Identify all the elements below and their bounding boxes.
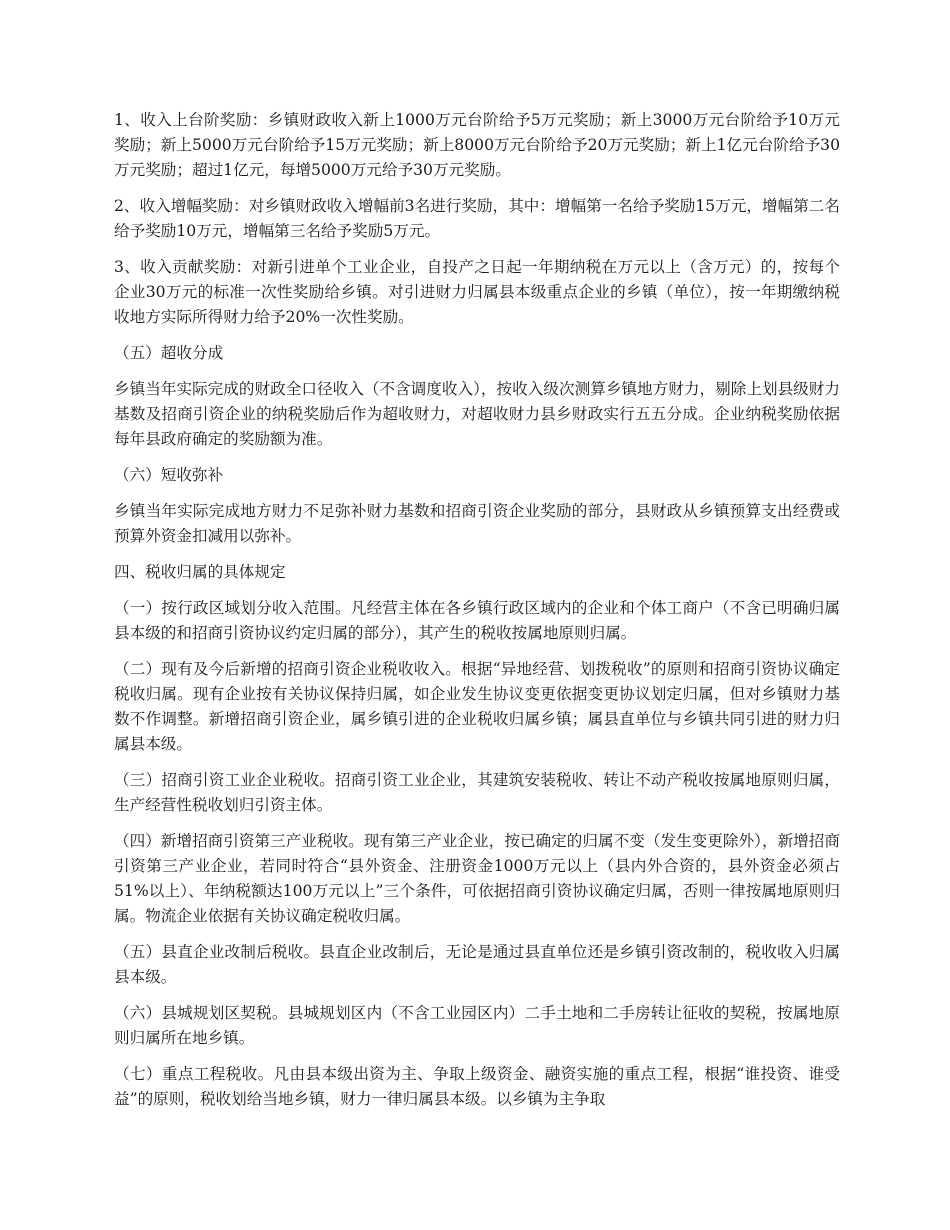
paragraph-rule-administrative-region: （一）按行政区域划分收入范围。凡经营主体在各乡镇行政区域内的企业和个体工商户（不含已明确归属县本级的和招商引资协议约定归属的部分），其产生的税收按属地原则归属。 [114, 599, 840, 642]
paragraph-shortfall-compensation: 乡镇当年实际完成地方财力不足弥补财力基数和招商引资企业奖励的部分，县财政从乡镇预算支出经费或预算外资金扣减用以弥补。 [114, 502, 840, 545]
heading-shortfall-compensation: （六）短收弥补 [114, 466, 224, 484]
paragraph-revenue-contribution-reward: 3、收入贡献奖励：对新引进单个工业企业，自投产之日起一年期纳税在万元以上（含万元）的，按每个企业30万元的标准一次性奖励给乡镇。对引进财力归属县本级重点企业的乡镇（单位），按一年期缴纳税收地方实际所得财力给予20%一次性奖励。 [114, 258, 840, 326]
paragraph-rule-deed-tax: （六）县城规划区契税。县城规划区内（不含工业园区内）二手土地和二手房转让征收的契税，按属地原则归属所在地乡镇。 [114, 1004, 840, 1047]
paragraph-rule-restructured-enterprises: （五）县直企业改制后税收。县直企业改制后，无论是通过县直单位还是乡镇引资改制的，税收收入归属县本级。 [114, 943, 840, 986]
paragraph-rule-industrial-enterprises: （三）招商引资工业企业税收。招商引资工业企业，其建筑安装税收、转让不动产税收按属地原则归属，生产经营性税收划归引资主体。 [114, 771, 840, 814]
heading-tax-attribution-rules: 四、税收归属的具体规定 [114, 563, 286, 581]
paragraph-rule-key-projects: （七）重点工程税收。凡由县本级出资为主、争取上级资金、融资实施的重点工程，根据“谁投资、谁受益”的原则，税收划给当地乡镇，财力一律归属县本级。以乡镇为主争取 [114, 1065, 840, 1108]
paragraph-revenue-step-reward: 1、收入上台阶奖励：乡镇财政收入新上1000万元台阶给予5万元奖励；新上3000万元台阶给予10万元奖励；新上5000万元台阶给予15万元奖励；新上8000万元台阶给予20万元奖励；新上1亿元台阶给予30万元奖励；超过1亿元，每增5000万元给予30万元奖励。 [114, 111, 840, 179]
document-body [114, 108, 840, 1123]
paragraph-excess-revenue-sharing: 乡镇当年实际完成的财政全口径收入（不含调度收入），按收入级次测算乡镇地方财力，剔除上划县级财力基数及招商引资企业的纳税奖励后作为超收财力，对超收财力县乡财政实行五五分成。企业纳税奖励依据每年县政府确定的奖励额为准。 [114, 380, 840, 448]
paragraph-rule-tertiary-industry: （四）新增招商引资第三产业税收。现有第三产业企业，按已确定的归属不变（发生变更除外），新增招商引资第三产业企业，若同时符合“县外资金、注册资金1000万元以上（县内外合资的，县外资金必须占51%以上）、年纳税额达100万元以上”三个条件，可依据招商引资协议确定归属，否则一律按属地原则归属。物流企业依据有关协议确定税收归属。 [114, 832, 840, 925]
heading-excess-revenue-sharing: （五）超收分成 [114, 344, 224, 362]
paragraph-revenue-growth-reward: 2、收入增幅奖励：对乡镇财政收入增幅前3名进行奖励，其中：增幅第一名给予奖励15万元，增幅第二名给予奖励10万元，增幅第三名给予奖励5万元。 [114, 197, 840, 240]
paragraph-rule-investment-enterprises: （二）现有及今后新增的招商引资企业税收收入。根据“异地经营、划拨税收”的原则和招商引资协议确定税收归属。现有企业按有关协议保持归属，如企业发生协议变更依据变更协议划定归属，但对乡镇财力基数不作调整。新增招商引资企业，属乡镇引进的企业税收归属乡镇；属县直单位与乡镇共同引进的财力归属县本级。 [114, 660, 840, 753]
